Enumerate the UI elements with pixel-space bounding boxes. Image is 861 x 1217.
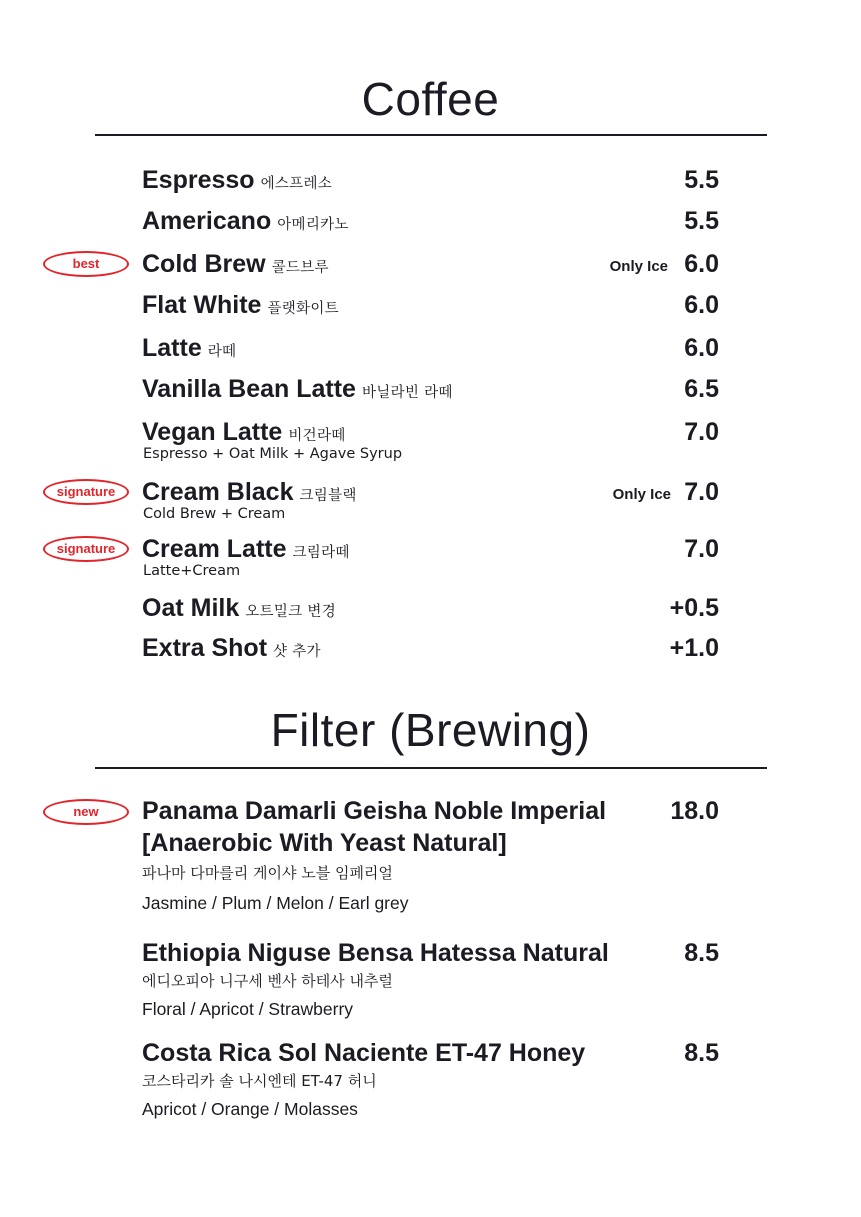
filter-item-price: 8.5 (684, 1039, 719, 1067)
filter-item-korean-name: 파나마 다마를리 게이샤 노블 임페리얼 (142, 864, 393, 882)
menu-item-price: +1.0 (669, 634, 719, 662)
menu-item-name: Extra Shot 샷 추가 (142, 634, 321, 662)
filter-item-name: Costa Rica Sol Naciente ET-47 Honey (142, 1039, 586, 1067)
menu-item-description: Latte+Cream (143, 563, 241, 579)
menu-item-korean-name: 샷 추가 (273, 644, 321, 660)
best-badge: best (43, 251, 129, 277)
menu-item-price: 7.0 (684, 478, 719, 506)
menu-item-price: 6.0 (684, 291, 719, 319)
menu-item-korean-name: 바닐라빈 라떼 (361, 385, 453, 401)
menu-item-price: +0.5 (669, 594, 719, 622)
coffee-divider (95, 134, 767, 136)
new-badge: new (43, 799, 129, 825)
filter-item-korean-name: 코스타리카 솔 나시엔테 ET-47 허니 (142, 1072, 377, 1090)
filter-item-name: Ethiopia Niguse Bensa Hatessa Natural (142, 939, 609, 967)
menu-item-price: 6.5 (684, 375, 719, 403)
filter-section-title: Filter (Brewing) (270, 704, 591, 756)
menu-item-price: 5.5 (684, 207, 719, 235)
filter-item-tasting-notes: Floral / Apricot / Strawberry (142, 999, 354, 1019)
coffee-section-title: Coffee (361, 73, 500, 125)
signature-badge: signature (43, 536, 129, 562)
only-ice-note: Only Ice (609, 258, 668, 275)
menu-item-korean-name: 크림블랙 (299, 488, 357, 504)
menu-item-korean-name: 아메리카노 (277, 217, 349, 233)
only-ice-note: Only Ice (612, 486, 671, 503)
signature-badge: signature (43, 479, 129, 505)
menu-item-name: Americano 아메리카노 (142, 207, 349, 235)
menu-item-name: Flat White 플랫화이트 (142, 291, 339, 319)
menu-item-price: 5.5 (684, 166, 719, 194)
menu-item-name: Espresso 에스프레소 (142, 166, 333, 194)
filter-divider (95, 767, 767, 769)
menu-item-price: 6.0 (684, 334, 719, 362)
menu-item-price: 7.0 (684, 535, 719, 563)
menu-item-price: 7.0 (684, 418, 719, 446)
menu-item-korean-name: 콜드브루 (271, 260, 329, 276)
menu-item-name: Vegan Latte 비건라떼 (142, 418, 346, 446)
filter-item-tasting-notes: Jasmine / Plum / Melon / Earl grey (142, 893, 409, 913)
menu-item-description: Cold Brew + Cream (143, 506, 286, 522)
menu-item-description: Espresso + Oat Milk + Agave Syrup (143, 446, 403, 462)
menu-item-korean-name: 플랫화이트 (267, 301, 339, 317)
menu-item-korean-name: 라떼 (207, 344, 237, 360)
menu-item-korean-name: 크림라떼 (292, 545, 350, 561)
filter-item-korean-name: 에디오피아 니구세 벤사 하테사 내추럴 (142, 972, 393, 990)
filter-item-price: 8.5 (684, 939, 719, 967)
menu-item-name: Vanilla Bean Latte 바닐라빈 라떼 (142, 375, 453, 403)
menu-item-name: Latte 라떼 (142, 334, 237, 362)
menu-item-korean-name: 비건라떼 (288, 428, 346, 444)
menu-item-name: Cold Brew 콜드브루 (142, 250, 329, 278)
menu-item-name: Cream Black 크림블랙 (142, 478, 357, 506)
menu-item-korean-name: 에스프레소 (260, 176, 333, 192)
menu-item-korean-name: 오트밀크 변경 (245, 604, 337, 620)
filter-item-price: 18.0 (670, 797, 719, 825)
menu-item-name: Cream Latte 크림라떼 (142, 535, 350, 563)
filter-item-process: [Anaerobic With Yeast Natural] (142, 829, 507, 857)
filter-item-name: Panama Damarli Geisha Noble Imperial (142, 797, 607, 825)
menu-item-name: Oat Milk 오트밀크 변경 (142, 594, 337, 622)
menu-item-price: 6.0 (684, 250, 719, 278)
filter-item-tasting-notes: Apricot / Orange / Molasses (142, 1099, 358, 1119)
